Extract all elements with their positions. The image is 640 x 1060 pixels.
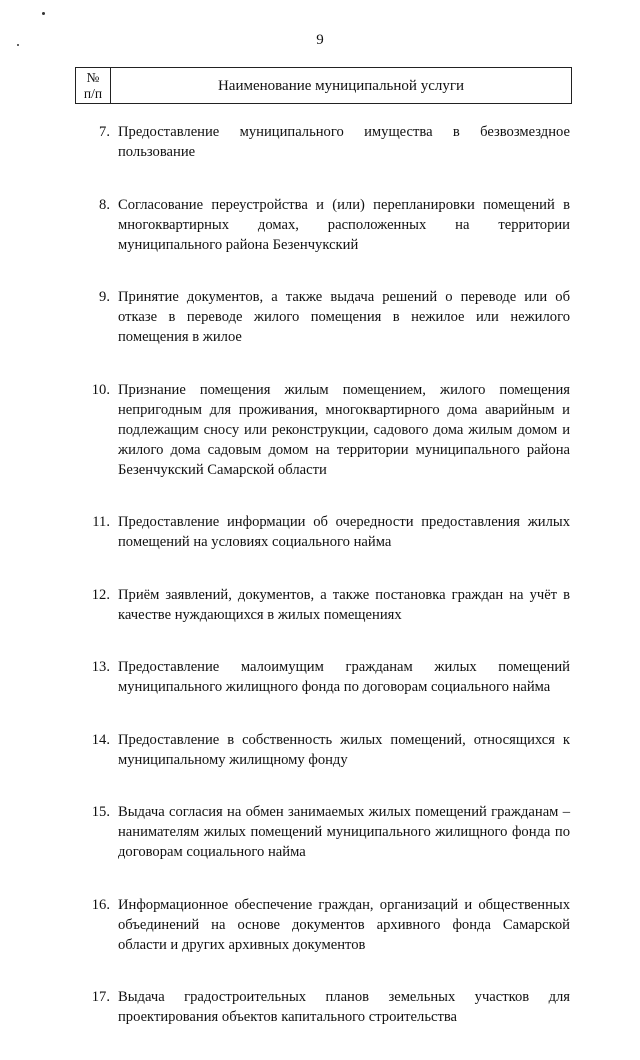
item-text: Согласование переустройства и (или) перепланировки помещений в многоквартирных домах, расположенных на территории муниципального района Безенчукский bbox=[118, 196, 570, 253]
item-text: Предоставление в собственность жилых помещений, относящихся к муниципальному жилищному фонду bbox=[118, 731, 570, 768]
item-number: 15. bbox=[91, 804, 110, 820]
list-item bbox=[78, 195, 570, 255]
services-list bbox=[78, 122, 570, 1060]
item-number: 14. bbox=[91, 731, 110, 748]
list-item bbox=[78, 380, 570, 480]
item-text: Предоставление малоимущим гражданам жилых помещений муниципального жилищного фонда по договорам социального найма bbox=[118, 659, 570, 695]
scan-speck bbox=[42, 12, 45, 15]
item-text: Предоставление муниципального имущества в безвозмездное пользование bbox=[118, 124, 570, 160]
number-abbrev: п/п bbox=[83, 86, 103, 101]
list-item bbox=[78, 512, 570, 552]
item-number: 9. bbox=[99, 289, 110, 305]
number-sign: № bbox=[86, 70, 100, 85]
item-text: Приём заявлений, документов, а также постановка граждан на учёт в качестве нуждающихся в жилых помещениях bbox=[118, 586, 570, 623]
list-item bbox=[78, 802, 570, 862]
item-text: Принятие документов, а также выдача решений о переводе или об отказе в переводе жилого помещения в нежилое или нежилого помещения в жилое bbox=[118, 289, 570, 345]
item-number: 11. bbox=[92, 514, 110, 530]
list-item bbox=[78, 122, 570, 162]
number-column-header bbox=[76, 68, 111, 103]
list-item bbox=[78, 895, 570, 955]
service-name-column-header: Наименование муниципальной услуги bbox=[217, 78, 465, 94]
list-item bbox=[78, 585, 570, 625]
item-text: Признание помещения жилым помещением, жилого помещения непригодным для проживания, многоквартирного дома аварийным и подлежащим сносу или реконструкции, садового дома жилым домом и жилого дома садовым домом на территории муниципального района Безенчукский Самарской области bbox=[118, 381, 570, 478]
item-text: Выдача градостроительных планов земельных участков для проектирования объектов капитального строительства bbox=[118, 989, 570, 1025]
item-number: 7. bbox=[99, 124, 110, 140]
list-item bbox=[78, 287, 570, 347]
page-number: 9 bbox=[316, 32, 324, 48]
item-text: Предоставление информации об очередности предоставления жилых помещений на условиях социального найма bbox=[118, 514, 570, 550]
table-header bbox=[75, 67, 572, 104]
item-number: 16. bbox=[91, 896, 110, 913]
item-text: Информационное обеспечение граждан, организаций и общественных объединений на основе документов архивного фонда Самарской области и других архивных документов bbox=[118, 896, 570, 953]
item-text: Выдача согласия на обмен занимаемых жилых помещений гражданам – нанимателям жилых помещений муниципального жилищного фонда по договорам социального найма bbox=[118, 804, 570, 860]
item-number: 10. bbox=[91, 381, 110, 398]
list-item bbox=[78, 657, 570, 697]
item-number: 8. bbox=[99, 196, 110, 213]
item-number: 13. bbox=[91, 659, 110, 675]
list-item bbox=[78, 730, 570, 770]
item-number: 17. bbox=[91, 989, 110, 1005]
list-item bbox=[78, 987, 570, 1027]
item-number: 12. bbox=[91, 586, 110, 603]
